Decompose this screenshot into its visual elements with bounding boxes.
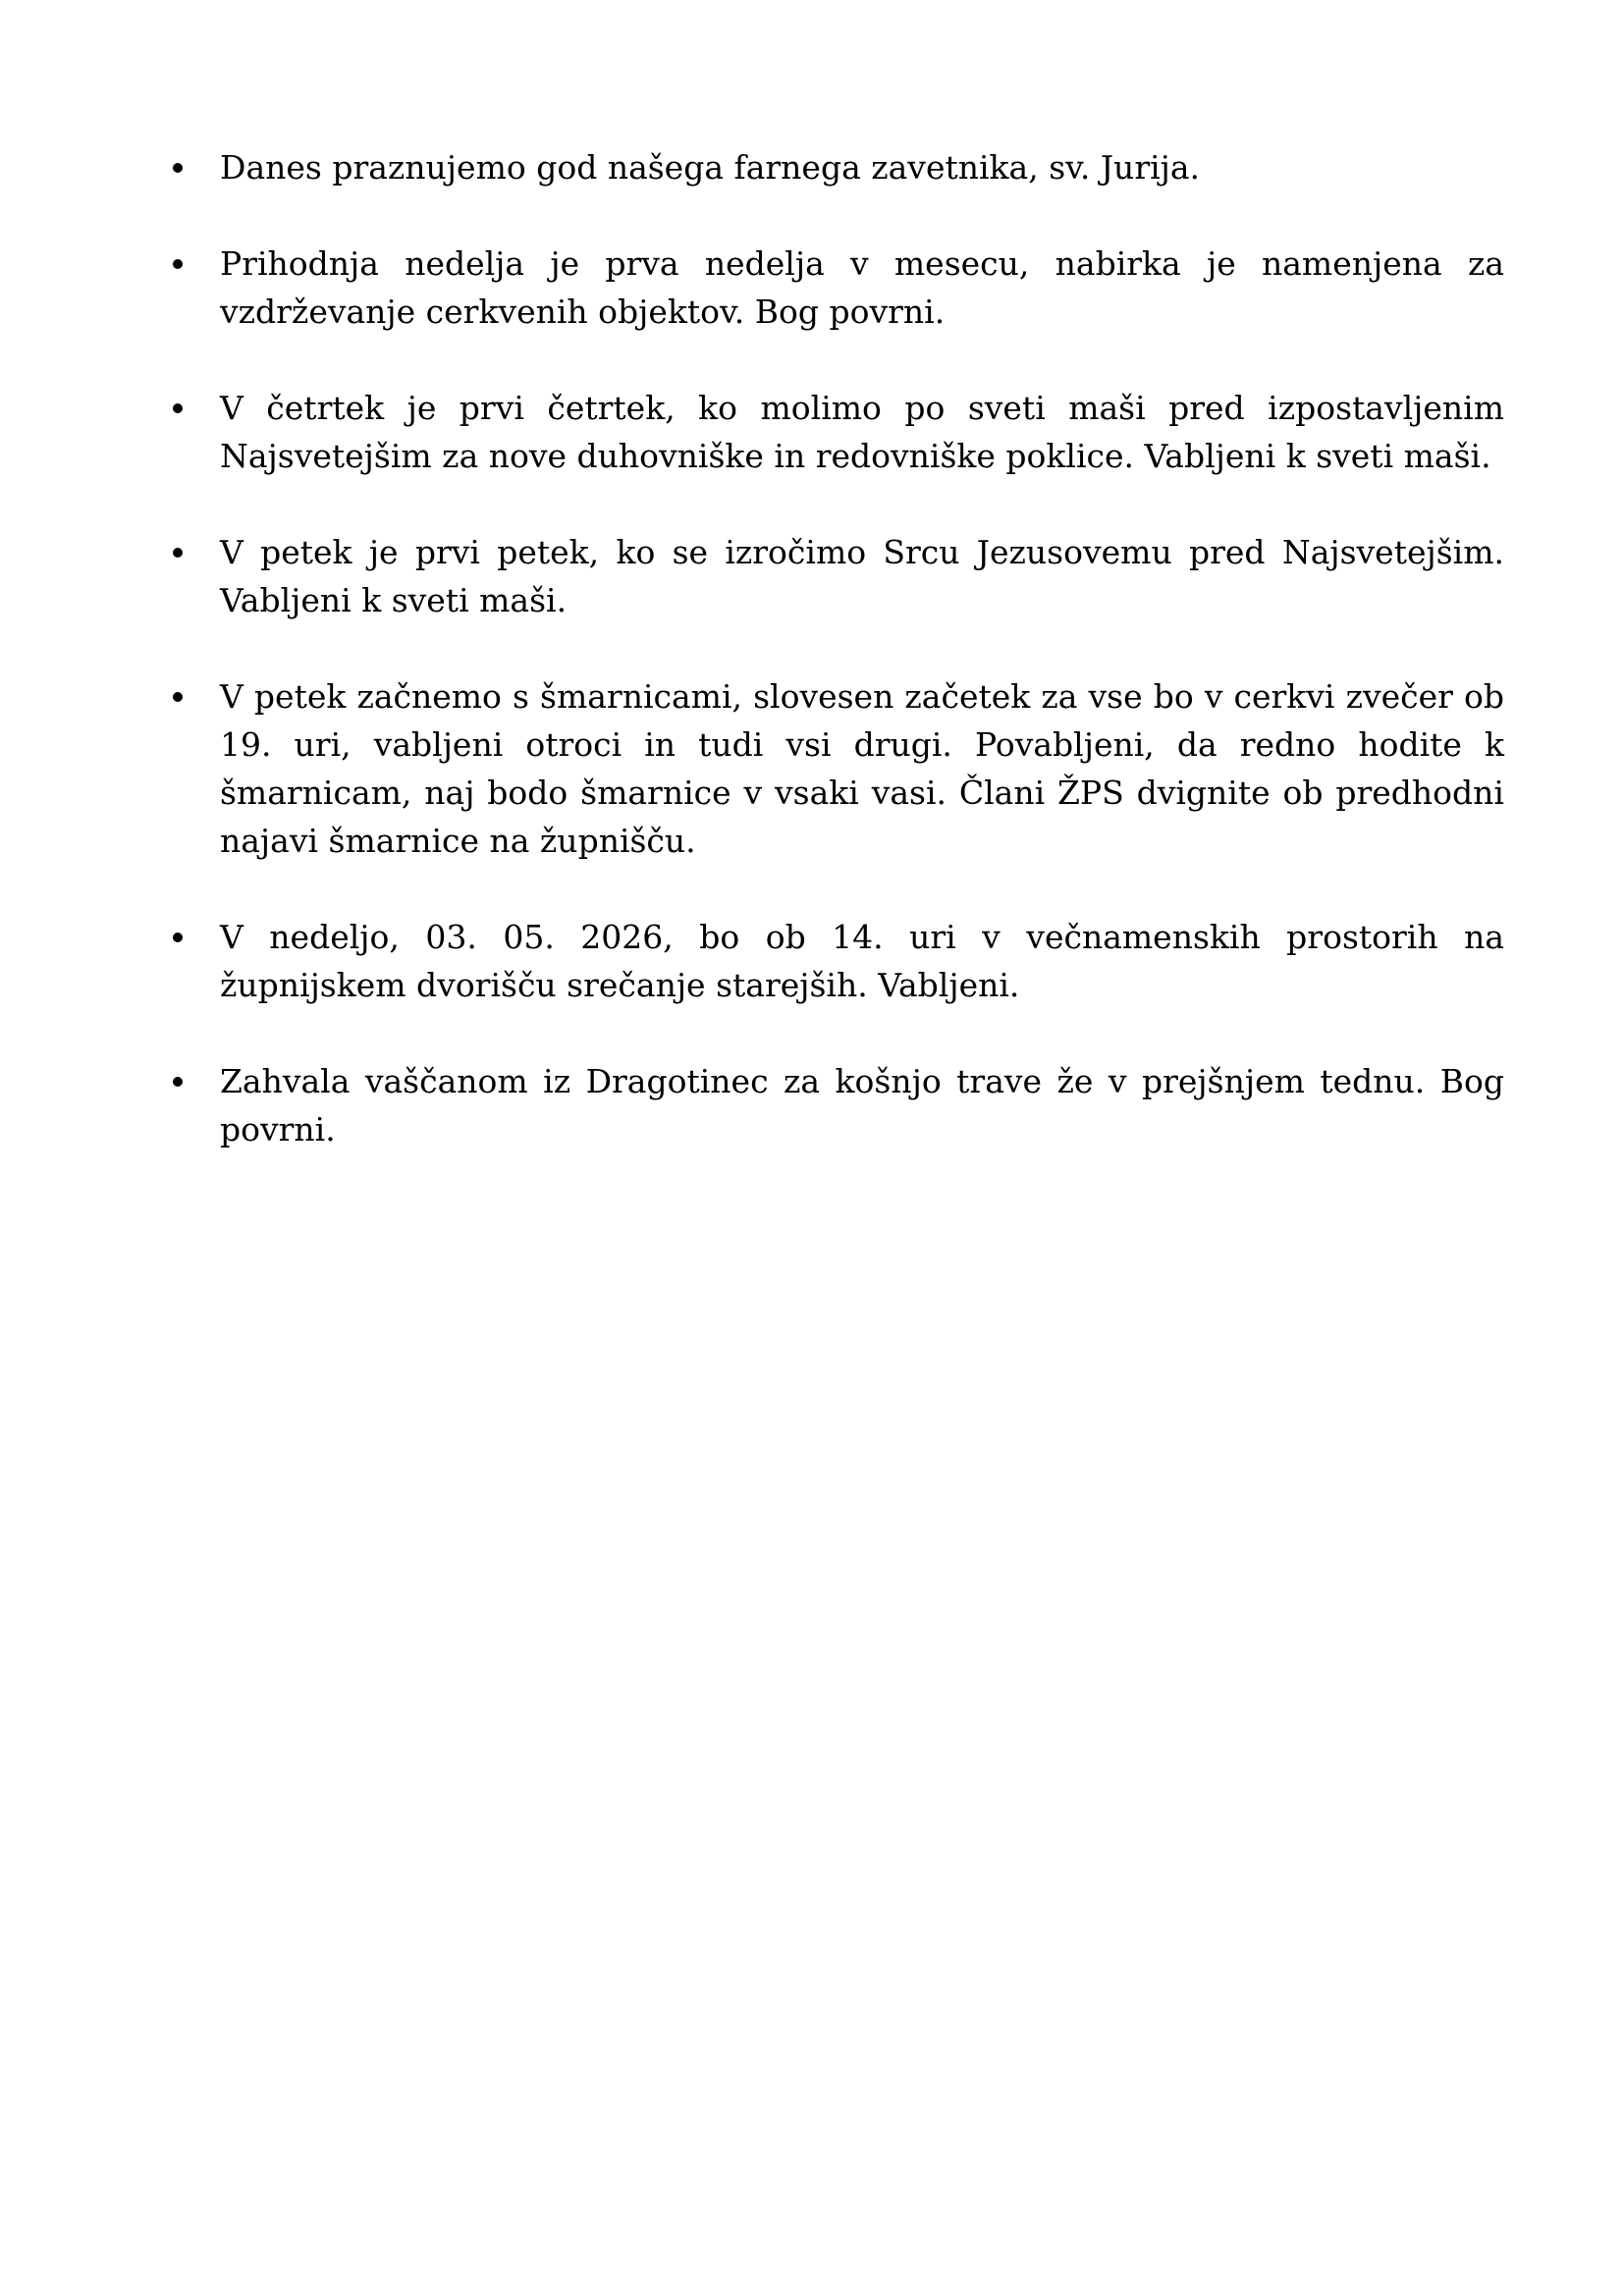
bullet-icon bbox=[173, 259, 183, 269]
list-item bbox=[167, 913, 1504, 1009]
list-item bbox=[167, 143, 1504, 191]
bullet-icon bbox=[173, 692, 183, 702]
bullet-icon bbox=[173, 163, 183, 173]
bullet-icon bbox=[173, 1077, 183, 1087]
announcement-text: V četrtek je prvi četrtek, ko molimo po sveti maši pred izpostavljenim Najsvetejšim za nove duhovniške in redovniške poklice. Vabljeni k sveti maši. bbox=[220, 389, 1504, 475]
announcement-text: Zahvala vaščanom iz Dragotinec za košnjo trave že v prejšnjem tednu. Bog povrni. bbox=[220, 1062, 1504, 1148]
announcement-text: V petek začnemo s šmarnicami, slovesen začetek za vse bo v cerkvi zvečer ob 19. uri, vabljeni otroci in tudi vsi drugi. Povabljeni, da redno hodite k šmarnicam, naj bodo šmarnice v vsaki vasi. Člani ŽPS dvignite ob predhodni najavi šmarnice na župnišču. bbox=[220, 677, 1504, 860]
announcement-text: V petek je prvi petek, ko se izročimo Srcu Jezusovemu pred Najsvetejšim. Vabljeni k sveti maši. bbox=[220, 533, 1504, 619]
announcement-list bbox=[167, 143, 1504, 1201]
list-item bbox=[167, 384, 1504, 480]
list-item bbox=[167, 1057, 1504, 1153]
announcement-text: Prihodnja nedelja je prva nedelja v mesecu, nabirka je namenjena za vzdrževanje cerkvenih objektov. Bog povrni. bbox=[220, 244, 1504, 331]
list-item bbox=[167, 672, 1504, 865]
bullet-icon bbox=[173, 933, 183, 942]
list-item bbox=[167, 528, 1504, 624]
list-item bbox=[167, 240, 1504, 336]
bullet-icon bbox=[173, 403, 183, 413]
announcement-text: V nedeljo, 03. 05. 2026, bo ob 14. uri v večnamenskih prostorih na župnijskem dvorišču srečanje starejših. Vabljeni. bbox=[220, 918, 1504, 1004]
bullet-icon bbox=[173, 548, 183, 558]
announcement-text: Danes praznujemo god našega farnega zavetnika, sv. Jurija. bbox=[220, 148, 1201, 187]
